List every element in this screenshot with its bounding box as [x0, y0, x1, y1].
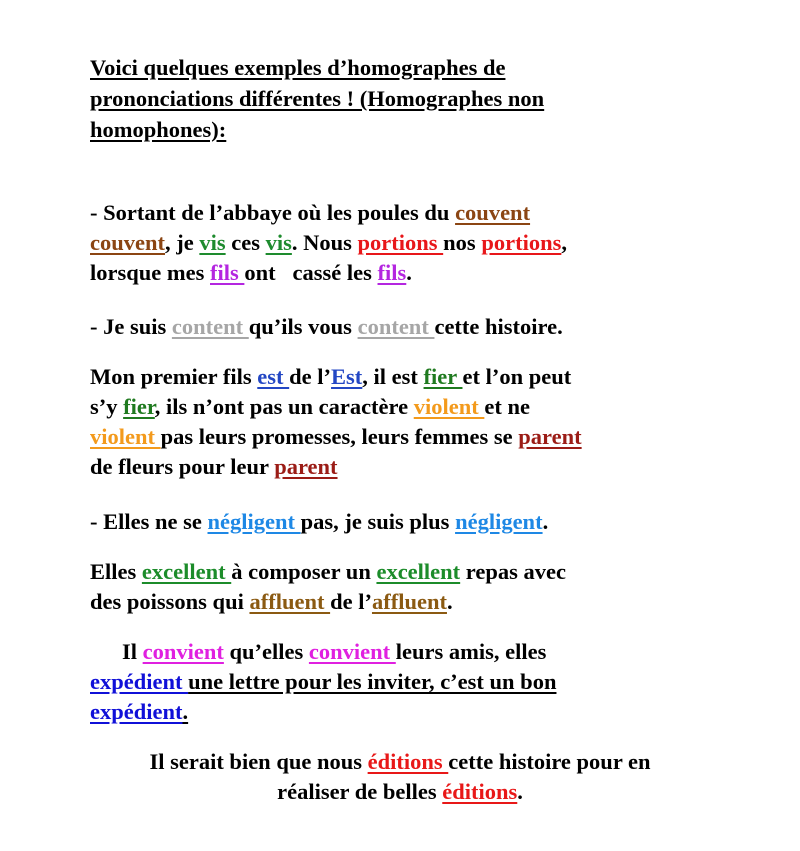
- document: [90, 52, 710, 804]
- paragraph-negligent: [90, 507, 730, 537]
- word-excellent-1: excellent: [141, 559, 232, 584]
- text: ont cassé les: [244, 260, 378, 285]
- text: s’y: [90, 394, 124, 419]
- text: , ils n’ont pas un caractère: [154, 394, 414, 419]
- paragraph-excellent: [90, 557, 730, 617]
- text: des poissons qui: [90, 589, 250, 614]
- text: cette histoire pour en: [448, 749, 651, 774]
- text: de l’: [289, 364, 332, 389]
- word-parent-1: parent: [518, 424, 582, 449]
- text: Mon premier fils: [90, 364, 258, 389]
- word-fils-2: fils: [377, 260, 407, 285]
- word-est-1: est: [257, 364, 290, 389]
- word-affluent-1: affluent: [249, 589, 331, 614]
- text: . Nous: [291, 230, 358, 255]
- word-vis-2: vis: [265, 230, 292, 255]
- word-convient-1: convient: [142, 639, 224, 664]
- text: .: [446, 589, 453, 614]
- paragraph-convient: [90, 637, 730, 727]
- text: - Sortant de l’abbaye où les poules du: [90, 200, 456, 225]
- text: , je: [165, 230, 200, 255]
- text: et ne: [484, 394, 530, 419]
- text: .: [182, 699, 189, 724]
- word-portions-2: portions: [481, 230, 562, 255]
- word-est-2: Est: [331, 364, 363, 389]
- word-expedient-2: expédient: [90, 699, 183, 724]
- word-editions-1: éditions: [367, 749, 449, 774]
- text: Il: [122, 639, 143, 664]
- paragraph-couvent: [90, 198, 730, 288]
- text: .: [542, 509, 549, 534]
- text: qu’elles: [223, 639, 309, 664]
- text: - Elles ne se: [90, 509, 208, 534]
- text: Elles: [90, 559, 142, 584]
- word-couvent-2: couvent: [90, 230, 165, 255]
- paragraph-content: [90, 312, 730, 342]
- word-excellent-2: excellent: [376, 559, 461, 584]
- text: - Je suis: [90, 314, 172, 339]
- text: de fleurs pour leur: [90, 454, 275, 479]
- text: .: [406, 260, 412, 285]
- word-affluent-2: affluent: [371, 589, 447, 614]
- word-convient-2: convient: [308, 639, 396, 664]
- text: leurs amis, elles: [395, 639, 547, 664]
- text: et l’on peut: [462, 364, 572, 389]
- text: pas leurs promesses, leurs femmes se: [160, 424, 519, 449]
- text: de l’: [330, 589, 372, 614]
- word-editions-2: éditions: [442, 779, 518, 804]
- word-parent-2: parent: [274, 454, 338, 479]
- text: ces: [225, 230, 266, 255]
- word-fils-1: fils: [210, 260, 245, 285]
- word-fier-1: fier: [423, 364, 463, 389]
- text: lorsque mes: [90, 260, 210, 285]
- word-violent-1: violent: [413, 394, 485, 419]
- text: nos: [443, 230, 482, 255]
- paragraph-editions: [90, 747, 710, 807]
- text: repas avec: [460, 559, 566, 584]
- word-vis-1: vis: [199, 230, 226, 255]
- text: ,: [561, 230, 567, 255]
- word-portions-1: portions: [357, 230, 444, 255]
- text: à composer un: [231, 559, 377, 584]
- word-negligent-1: négligent: [207, 509, 301, 534]
- word-fier-2: fier: [123, 394, 155, 419]
- text: , il est: [362, 364, 424, 389]
- word-negligent-2: négligent: [455, 509, 543, 534]
- text: pas, je suis plus: [300, 509, 456, 534]
- word-content-2: content: [357, 314, 435, 339]
- text: .: [517, 779, 523, 804]
- text: qu’ils vous: [248, 314, 358, 339]
- text: réaliser de belles: [277, 779, 443, 804]
- word-violent-2: violent: [90, 424, 161, 449]
- word-couvent-1: couvent: [455, 200, 531, 225]
- word-content-1: content: [171, 314, 249, 339]
- page-title: Voici quelques exemples d’homographes de prononciations différentes ! (Homographes non homophones):: [90, 55, 545, 142]
- word-expedient-1: expédient: [90, 669, 189, 694]
- text: cette histoire.: [434, 314, 563, 339]
- paragraph-est-fier: [90, 362, 730, 482]
- text-underlined: une lettre pour les inviter, c’est un bon: [188, 669, 557, 694]
- text: Il serait bien que nous: [149, 749, 368, 774]
